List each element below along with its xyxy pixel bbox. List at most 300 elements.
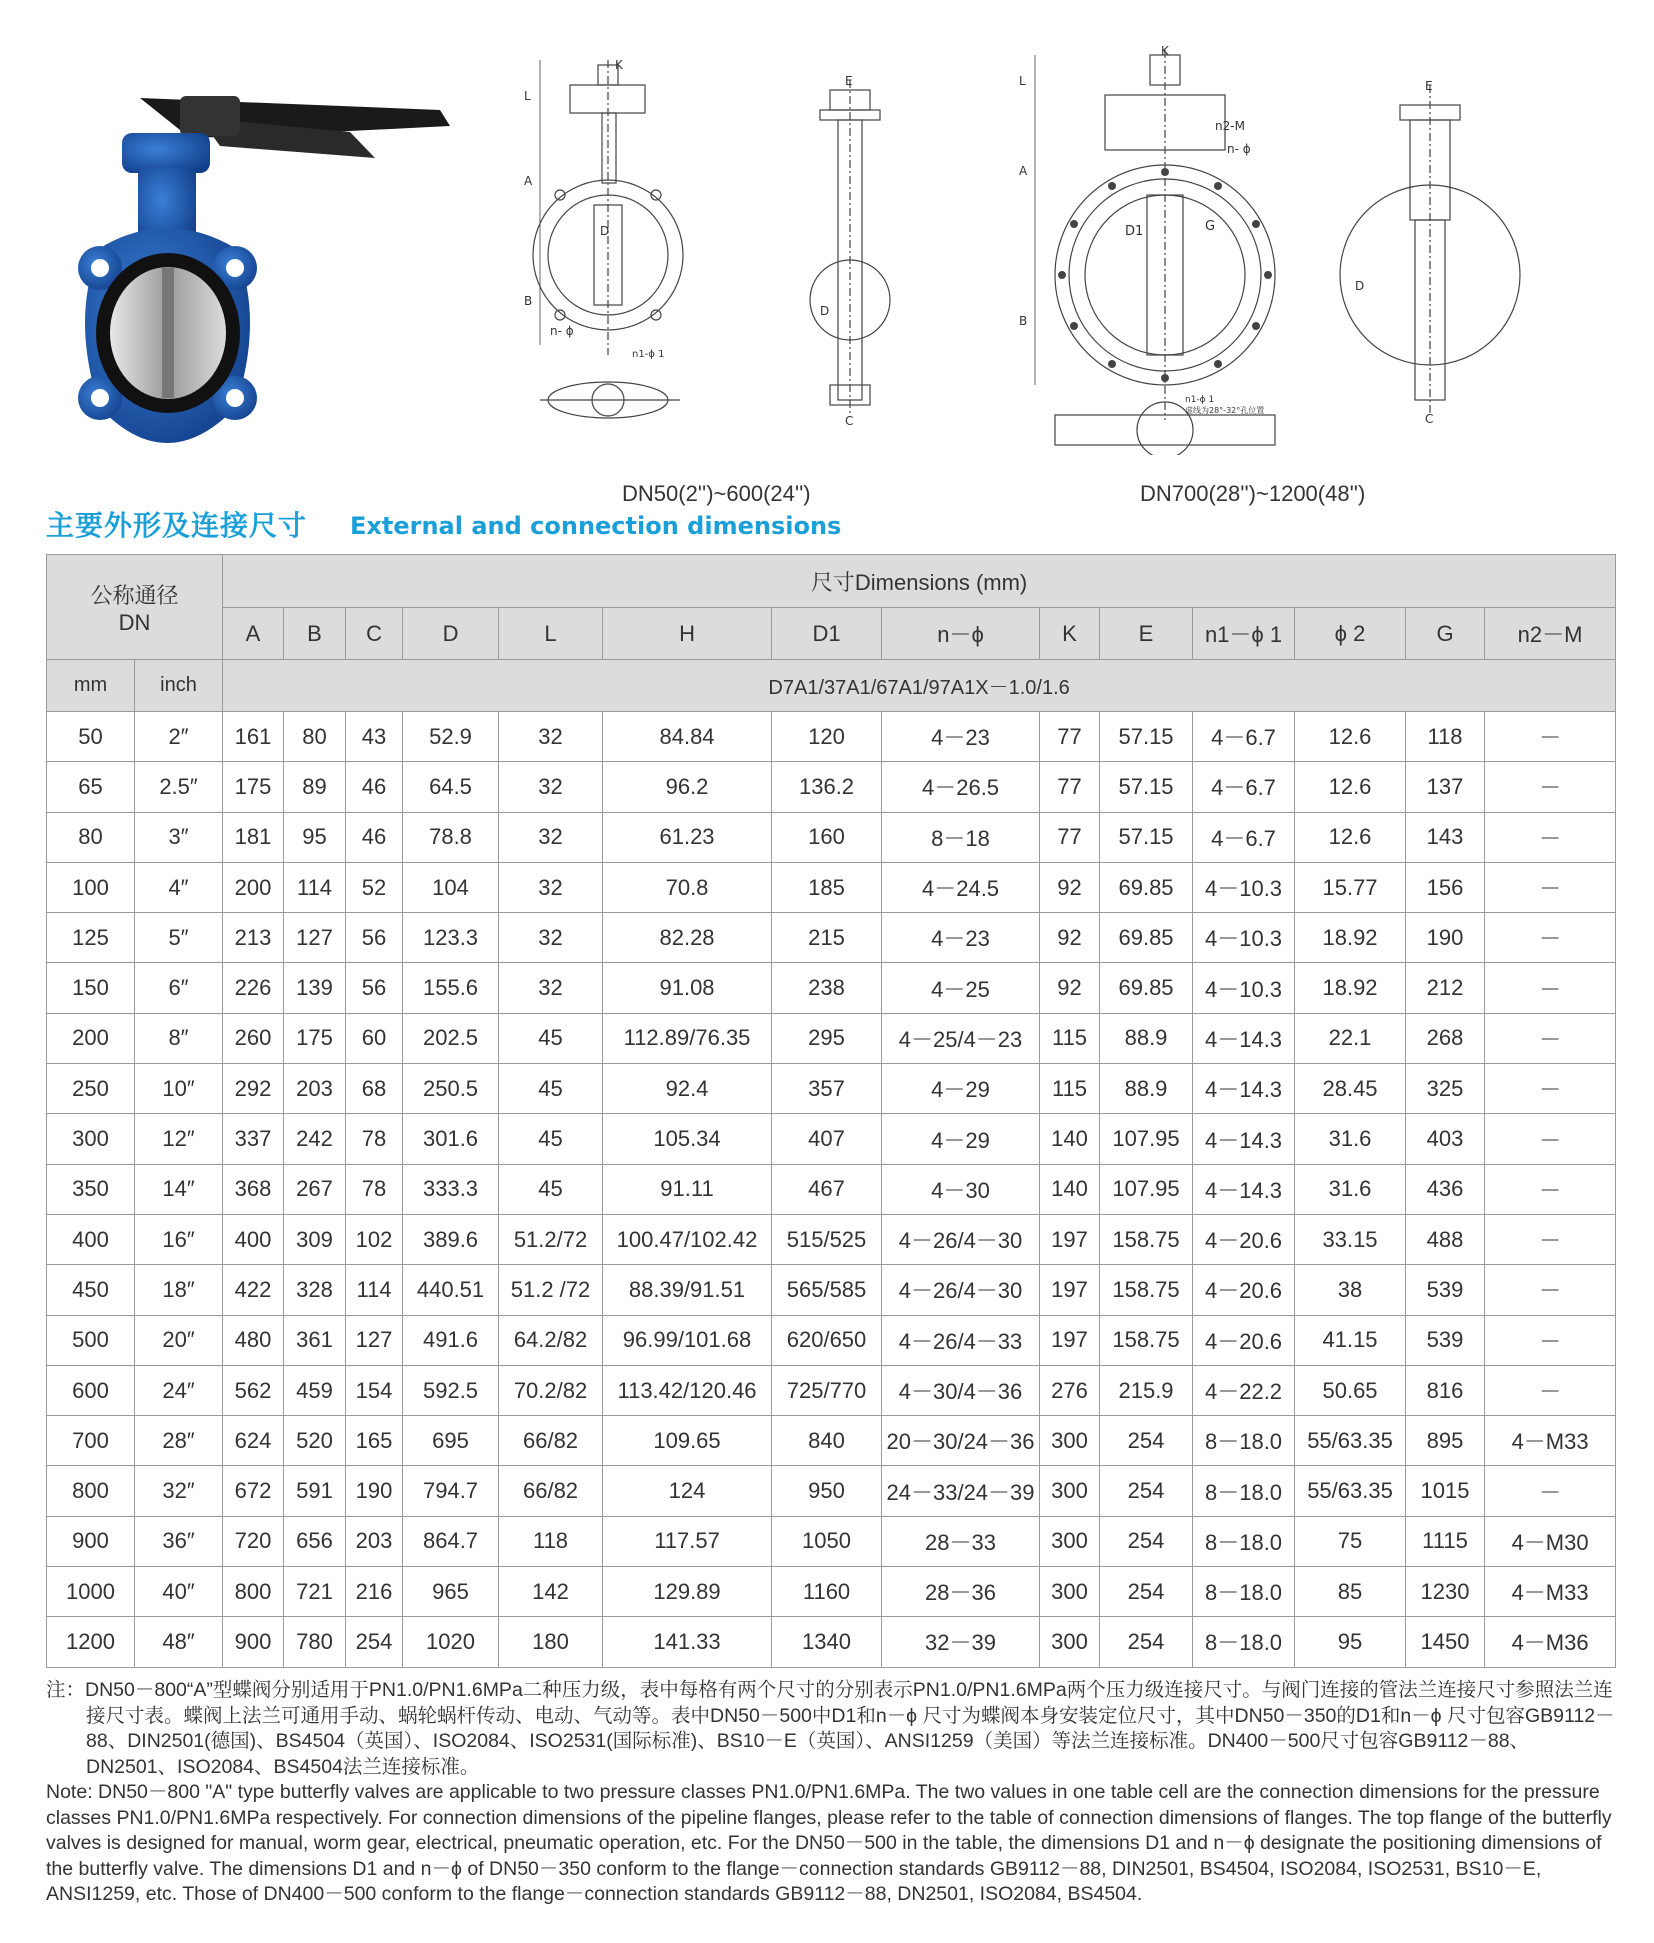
- table-cell: 114: [346, 1265, 403, 1315]
- cell-dn-inch: 40″: [135, 1567, 223, 1617]
- table-cell: 69.85: [1100, 913, 1193, 963]
- table-cell: 107.95: [1100, 1114, 1193, 1164]
- table-row: [47, 1315, 1616, 1365]
- table-cell: 80: [284, 712, 346, 762]
- table-row: [47, 963, 1616, 1013]
- table-cell: 92.4: [603, 1064, 772, 1114]
- table-cell: 295: [772, 1013, 882, 1063]
- table-cell: 56: [346, 963, 403, 1013]
- table-cell: 45: [499, 1013, 603, 1063]
- table-cell: 78.8: [403, 812, 499, 862]
- header-dimensions: 尺寸Dimensions (mm): [223, 555, 1616, 608]
- table-cell: 900: [223, 1617, 284, 1667]
- table-cell: 4－23: [882, 913, 1040, 963]
- table-cell: 95: [1295, 1617, 1406, 1667]
- svg-text:D: D: [600, 224, 610, 238]
- table-cell: 156: [1406, 862, 1485, 912]
- svg-text:n2-M: n2-M: [1215, 119, 1245, 133]
- table-cell: 276: [1040, 1365, 1100, 1415]
- table-cell: 89: [284, 762, 346, 812]
- table-cell: 12.6: [1295, 762, 1406, 812]
- header-model: D7A1/37A1/67A1/97A1X－1.0/1.6: [223, 660, 1616, 712]
- notes: [46, 1678, 1616, 1908]
- table-cell: 4－20.6: [1193, 1315, 1295, 1365]
- table-cell: 226: [223, 963, 284, 1013]
- table-cell: 55/63.35: [1295, 1416, 1406, 1466]
- svg-text:B: B: [524, 294, 533, 308]
- table-cell: 185: [772, 862, 882, 912]
- cell-dn-mm: 200: [47, 1013, 135, 1063]
- table-cell: 895: [1406, 1416, 1485, 1466]
- table-cell: 4－26.5: [882, 762, 1040, 812]
- table-cell: 45: [499, 1164, 603, 1214]
- column-header: C: [346, 608, 403, 660]
- table-cell: 77: [1040, 762, 1100, 812]
- table-cell: 4－6.7: [1193, 812, 1295, 862]
- svg-text:C: C: [1425, 412, 1434, 426]
- table-cell: 115: [1040, 1064, 1100, 1114]
- cell-dn-inch: 12″: [135, 1114, 223, 1164]
- table-cell: 4－22.2: [1193, 1365, 1295, 1415]
- table-cell: 69.85: [1100, 963, 1193, 1013]
- table-cell: 78: [346, 1164, 403, 1214]
- cell-dn-inch: 14″: [135, 1164, 223, 1214]
- table-cell: 4－10.3: [1193, 913, 1295, 963]
- cell-dn-inch: 4″: [135, 862, 223, 912]
- table-cell: 4－M33: [1485, 1416, 1616, 1466]
- svg-text:K: K: [615, 58, 623, 72]
- cell-dn-mm: 50: [47, 712, 135, 762]
- header-dn: [47, 555, 223, 660]
- cell-dn-mm: 125: [47, 913, 135, 963]
- column-header: G: [1406, 608, 1485, 660]
- notes-en: Note: DN50－800 "A" type butterfly valves are applicable to two pressure classes PN1.0/PN1.6MPa. The two values in one table cell are the connection dimensions for the pressure classes PN1.0/PN1.6MPa respectively. For connection dimensions of the pipeline flanges, please refer to the table of connection dimensions of flanges. The top flange of the butterfly valves is designed for manual, worm gear, electrical, pneumatic operation, etc. For the DN50－500 in the table, the dimensions D1 and n－ϕ designate the positioning dimensions of the butterfly valve. The dimensions D1 and n－ϕ of DN50－350 conform to the flange－connection standards GB9112－88, DIN2501, BS4504, ISO2084, ISO2531, BS10－E, ANSI1259, etc. Those of DN400－500 conform to the flange－connection standards GB9112－88, DN2501, ISO2084, BS4504.: [46, 1781, 1612, 1905]
- header-dn-en: DN: [118, 609, 151, 635]
- svg-text:K: K: [1161, 45, 1169, 58]
- table-cell: 8－18.0: [1193, 1416, 1295, 1466]
- table-cell: 725/770: [772, 1365, 882, 1415]
- svg-text:D1: D1: [1125, 224, 1144, 239]
- table-cell: 300: [1040, 1416, 1100, 1466]
- table-cell: 68: [346, 1064, 403, 1114]
- svg-text:L: L: [524, 89, 531, 103]
- svg-text:L: L: [1019, 74, 1026, 88]
- table-cell: 24－33/24－39: [882, 1466, 1040, 1516]
- table-cell: 84.84: [603, 712, 772, 762]
- table-cell: 4－26/4－30: [882, 1265, 1040, 1315]
- table-cell: 268: [1406, 1013, 1485, 1063]
- cell-dn-mm: 65: [47, 762, 135, 812]
- section-title-cn: 主要外形及连接尺寸: [46, 509, 308, 542]
- table-cell: 109.65: [603, 1416, 772, 1466]
- caption-small-range: DN50(2'')~600(24''): [622, 481, 811, 506]
- table-cell: 794.7: [403, 1466, 499, 1516]
- table-cell: 4－30: [882, 1164, 1040, 1214]
- table-cell: 325: [1406, 1064, 1485, 1114]
- table-cell: 160: [772, 812, 882, 862]
- table-row: [47, 1064, 1616, 1114]
- table-row: [47, 712, 1616, 762]
- table-cell: 4－M30: [1485, 1516, 1616, 1566]
- table-cell: 300: [1040, 1567, 1100, 1617]
- table-cell: 565/585: [772, 1265, 882, 1315]
- table-cell: 4－10.3: [1193, 862, 1295, 912]
- table-cell: －: [1485, 1466, 1616, 1516]
- cell-dn-mm: 250: [47, 1064, 135, 1114]
- cell-dn-mm: 80: [47, 812, 135, 862]
- table-cell: －: [1485, 1013, 1616, 1063]
- table-cell: 337: [223, 1114, 284, 1164]
- table-cell: －: [1485, 712, 1616, 762]
- table-cell: 515/525: [772, 1214, 882, 1264]
- table-cell: 32－39: [882, 1617, 1040, 1667]
- table-cell: 300: [1040, 1466, 1100, 1516]
- table-cell: 840: [772, 1416, 882, 1466]
- table-cell: 620/650: [772, 1315, 882, 1365]
- cell-dn-inch: 28″: [135, 1416, 223, 1466]
- table-cell: 197: [1040, 1315, 1100, 1365]
- table-cell: 488: [1406, 1214, 1485, 1264]
- table-cell: 45: [499, 1064, 603, 1114]
- svg-text:E: E: [1425, 79, 1433, 93]
- table-row: [47, 1365, 1616, 1415]
- column-header: H: [603, 608, 772, 660]
- table-cell: 1160: [772, 1567, 882, 1617]
- table-row: [47, 1164, 1616, 1214]
- table-cell: 333.3: [403, 1164, 499, 1214]
- table-cell: 88.9: [1100, 1013, 1193, 1063]
- table-row: [47, 1114, 1616, 1164]
- table-cell: 422: [223, 1265, 284, 1315]
- svg-text:n- ϕ: n- ϕ: [550, 324, 574, 338]
- table-cell: 254: [1100, 1466, 1193, 1516]
- cell-dn-mm: 800: [47, 1466, 135, 1516]
- table-cell: －: [1485, 762, 1616, 812]
- table-cell: 215: [772, 913, 882, 963]
- table-cell: 136.2: [772, 762, 882, 812]
- table-cell: 46: [346, 812, 403, 862]
- table-cell: 158.75: [1100, 1214, 1193, 1264]
- table-cell: 592.5: [403, 1365, 499, 1415]
- table-cell: －: [1485, 1164, 1616, 1214]
- table-cell: 8－18.0: [1193, 1466, 1295, 1516]
- table-cell: 61.23: [603, 812, 772, 862]
- table-cell: 203: [346, 1516, 403, 1566]
- table-cell: 32: [499, 762, 603, 812]
- table-cell: －: [1485, 862, 1616, 912]
- table-cell: 140: [1040, 1114, 1100, 1164]
- table-cell: 4－M33: [1485, 1567, 1616, 1617]
- table-cell: 403: [1406, 1114, 1485, 1164]
- table-cell: 92: [1040, 963, 1100, 1013]
- svg-text:D: D: [820, 304, 830, 318]
- cell-dn-inch: 2.5″: [135, 762, 223, 812]
- table-cell: 624: [223, 1416, 284, 1466]
- table-cell: 127: [284, 913, 346, 963]
- table-cell: 389.6: [403, 1214, 499, 1264]
- table-cell: 70.8: [603, 862, 772, 912]
- table-cell: 202.5: [403, 1013, 499, 1063]
- table-cell: 720: [223, 1516, 284, 1566]
- table-cell: 78: [346, 1114, 403, 1164]
- table-row: [47, 762, 1616, 812]
- table-cell: 864.7: [403, 1516, 499, 1566]
- table-row: [47, 862, 1616, 912]
- cell-dn-inch: 16″: [135, 1214, 223, 1264]
- cell-dn-mm: 450: [47, 1265, 135, 1315]
- table-cell: －: [1485, 1265, 1616, 1315]
- table-cell: 102: [346, 1214, 403, 1264]
- table-row: [47, 1567, 1616, 1617]
- table-cell: 46: [346, 762, 403, 812]
- table-cell: 107.95: [1100, 1164, 1193, 1214]
- table-cell: 190: [346, 1466, 403, 1516]
- table-cell: 1450: [1406, 1617, 1485, 1667]
- valve-photo: [70, 78, 460, 468]
- table-cell: 105.34: [603, 1114, 772, 1164]
- table-cell: 45: [499, 1114, 603, 1164]
- column-header: E: [1100, 608, 1193, 660]
- table-cell: 1015: [1406, 1466, 1485, 1516]
- table-cell: 129.89: [603, 1567, 772, 1617]
- cell-dn-mm: 600: [47, 1365, 135, 1415]
- table-cell: 4－26/4－33: [882, 1315, 1040, 1365]
- cell-dn-inch: 5″: [135, 913, 223, 963]
- table-cell: 82.28: [603, 913, 772, 963]
- table-cell: 115: [1040, 1013, 1100, 1063]
- table-cell: 8－18.0: [1193, 1516, 1295, 1566]
- table-cell: 539: [1406, 1315, 1485, 1365]
- table-cell: 85: [1295, 1567, 1406, 1617]
- table-cell: 140: [1040, 1164, 1100, 1214]
- cell-dn-inch: 18″: [135, 1265, 223, 1315]
- table-cell: 491.6: [403, 1315, 499, 1365]
- table-cell: 4－6.7: [1193, 762, 1295, 812]
- table-cell: 28.45: [1295, 1064, 1406, 1114]
- svg-text:B: B: [1019, 314, 1028, 328]
- cell-dn-mm: 300: [47, 1114, 135, 1164]
- column-header: D: [403, 608, 499, 660]
- table-cell: 254: [1100, 1416, 1193, 1466]
- table-cell: 4－23: [882, 712, 1040, 762]
- header-inch: inch: [135, 660, 223, 712]
- table-cell: 96.2: [603, 762, 772, 812]
- table-cell: 32: [499, 913, 603, 963]
- table-row: [47, 1466, 1616, 1516]
- cell-dn-mm: 350: [47, 1164, 135, 1214]
- svg-text:C: C: [845, 414, 854, 428]
- table-row: [47, 812, 1616, 862]
- table-cell: －: [1485, 913, 1616, 963]
- table-cell: 4－25: [882, 963, 1040, 1013]
- table-cell: 12.6: [1295, 812, 1406, 862]
- table-cell: 656: [284, 1516, 346, 1566]
- table-cell: 88.39/91.51: [603, 1265, 772, 1315]
- header-dn-cn: 公称通径: [90, 582, 179, 608]
- table-cell: 88.9: [1100, 1064, 1193, 1114]
- table-cell: 4－26/4－30: [882, 1214, 1040, 1264]
- table-cell: 161: [223, 712, 284, 762]
- table-cell: 368: [223, 1164, 284, 1214]
- table-cell: 175: [284, 1013, 346, 1063]
- table-cell: 114: [284, 862, 346, 912]
- cell-dn-mm: 1200: [47, 1617, 135, 1667]
- svg-text:n1-ϕ 1: n1-ϕ 1: [1185, 395, 1215, 405]
- table-row: [47, 1516, 1616, 1566]
- table-cell: 695: [403, 1416, 499, 1466]
- table-cell: 66/82: [499, 1466, 603, 1516]
- table-cell: 8－18: [882, 812, 1040, 862]
- caption-large-range: DN700(28'')~1200(48''): [1140, 481, 1366, 506]
- table-cell: 4－14.3: [1193, 1114, 1295, 1164]
- table-cell: 197: [1040, 1214, 1100, 1264]
- cell-dn-inch: 6″: [135, 963, 223, 1013]
- table-cell: 100.47/102.42: [603, 1214, 772, 1264]
- table-cell: 20－30/24－36: [882, 1416, 1040, 1466]
- table-cell: 1230: [1406, 1567, 1485, 1617]
- svg-text:D: D: [1355, 279, 1365, 293]
- table-cell: 139: [284, 963, 346, 1013]
- table-cell: 118: [499, 1516, 603, 1566]
- table-cell: 254: [1100, 1516, 1193, 1566]
- table-cell: 51.2 /72: [499, 1265, 603, 1315]
- table-row: [47, 1416, 1616, 1466]
- table-cell: 52: [346, 862, 403, 912]
- table-cell: 52.9: [403, 712, 499, 762]
- cell-dn-inch: 2″: [135, 712, 223, 762]
- table-cell: 28－33: [882, 1516, 1040, 1566]
- cell-dn-mm: 100: [47, 862, 135, 912]
- cell-dn-inch: 20″: [135, 1315, 223, 1365]
- table-cell: 180: [499, 1617, 603, 1667]
- table-cell: 77: [1040, 712, 1100, 762]
- cell-dn-inch: 8″: [135, 1013, 223, 1063]
- table-cell: 31.6: [1295, 1114, 1406, 1164]
- table-cell: 165: [346, 1416, 403, 1466]
- table-cell: 440.51: [403, 1265, 499, 1315]
- table-cell: 4－20.6: [1193, 1214, 1295, 1264]
- table-cell: 721: [284, 1567, 346, 1617]
- table-cell: 480: [223, 1315, 284, 1365]
- cell-dn-inch: 3″: [135, 812, 223, 862]
- table-cell: 520: [284, 1416, 346, 1466]
- column-header: D1: [772, 608, 882, 660]
- drawing-large-side: [1330, 75, 1530, 435]
- table-cell: 28－36: [882, 1567, 1040, 1617]
- column-header: n－ϕ: [882, 608, 1040, 660]
- column-header: B: [284, 608, 346, 660]
- table-cell: 75: [1295, 1516, 1406, 1566]
- table-cell: 1020: [403, 1617, 499, 1667]
- table-cell: 51.2/72: [499, 1214, 603, 1264]
- table-cell: 70.2/82: [499, 1365, 603, 1415]
- table-cell: 181: [223, 812, 284, 862]
- table-cell: 4－10.3: [1193, 963, 1295, 1013]
- column-header: ϕ 2: [1295, 608, 1406, 660]
- table-cell: 57.15: [1100, 812, 1193, 862]
- cell-dn-inch: 24″: [135, 1365, 223, 1415]
- table-cell: 459: [284, 1365, 346, 1415]
- table-cell: 31.6: [1295, 1164, 1406, 1214]
- column-header: L: [499, 608, 603, 660]
- cell-dn-mm: 150: [47, 963, 135, 1013]
- table-cell: 15.77: [1295, 862, 1406, 912]
- table-cell: 1115: [1406, 1516, 1485, 1566]
- table-cell: －: [1485, 1315, 1616, 1365]
- header-mm: mm: [47, 660, 135, 712]
- table-cell: 400: [223, 1214, 284, 1264]
- drawing-small-front: [520, 55, 720, 430]
- table-cell: 357: [772, 1064, 882, 1114]
- cell-dn-mm: 1000: [47, 1567, 135, 1617]
- table-cell: 1340: [772, 1617, 882, 1667]
- table-cell: －: [1485, 1114, 1616, 1164]
- table-cell: 950: [772, 1466, 882, 1516]
- table-cell: 539: [1406, 1265, 1485, 1315]
- table-cell: 143: [1406, 812, 1485, 862]
- table-row: [47, 1617, 1616, 1667]
- table-cell: 238: [772, 963, 882, 1013]
- table-cell: 213: [223, 913, 284, 963]
- table-cell: 41.15: [1295, 1315, 1406, 1365]
- table-cell: 158.75: [1100, 1315, 1193, 1365]
- table-cell: 4－14.3: [1193, 1064, 1295, 1114]
- table-cell: 254: [1100, 1567, 1193, 1617]
- table-cell: 158.75: [1100, 1265, 1193, 1315]
- svg-text:G: G: [1205, 219, 1216, 234]
- svg-text:A: A: [1019, 164, 1028, 178]
- table-cell: －: [1485, 1365, 1616, 1415]
- dimensions-table: [46, 554, 1616, 1668]
- table-row: [47, 913, 1616, 963]
- table-cell: 816: [1406, 1365, 1485, 1415]
- table-cell: 361: [284, 1315, 346, 1365]
- table-cell: 4－24.5: [882, 862, 1040, 912]
- table-cell: 32: [499, 862, 603, 912]
- drawing-large-front: [1015, 45, 1315, 455]
- table-cell: 300: [1040, 1617, 1100, 1667]
- table-cell: 215.9: [1100, 1365, 1193, 1415]
- table-cell: 127: [346, 1315, 403, 1365]
- table-cell: －: [1485, 812, 1616, 862]
- column-header: n1－ϕ 1: [1193, 608, 1295, 660]
- table-cell: 562: [223, 1365, 284, 1415]
- table-cell: 92: [1040, 862, 1100, 912]
- table-cell: 250.5: [403, 1064, 499, 1114]
- table-cell: 92: [1040, 913, 1100, 963]
- table-cell: 4－29: [882, 1064, 1040, 1114]
- svg-text:n1-ϕ 1: n1-ϕ 1: [632, 349, 665, 360]
- cell-dn-mm: 700: [47, 1416, 135, 1466]
- cell-dn-mm: 400: [47, 1214, 135, 1264]
- table-cell: 328: [284, 1265, 346, 1315]
- table-cell: 120: [772, 712, 882, 762]
- table-cell: 95: [284, 812, 346, 862]
- table-cell: 4－14.3: [1193, 1164, 1295, 1214]
- table-cell: 8－18.0: [1193, 1567, 1295, 1617]
- table-cell: 113.42/120.46: [603, 1365, 772, 1415]
- table-cell: 4－14.3: [1193, 1013, 1295, 1063]
- table-cell: 117.57: [603, 1516, 772, 1566]
- table-cell: 4－M36: [1485, 1617, 1616, 1667]
- table-cell: 55/63.35: [1295, 1466, 1406, 1516]
- column-header: A: [223, 608, 284, 660]
- table-cell: 32: [499, 812, 603, 862]
- table-cell: 64.2/82: [499, 1315, 603, 1365]
- table-cell: 301.6: [403, 1114, 499, 1164]
- table-cell: 57.15: [1100, 712, 1193, 762]
- cell-dn-inch: 36″: [135, 1516, 223, 1566]
